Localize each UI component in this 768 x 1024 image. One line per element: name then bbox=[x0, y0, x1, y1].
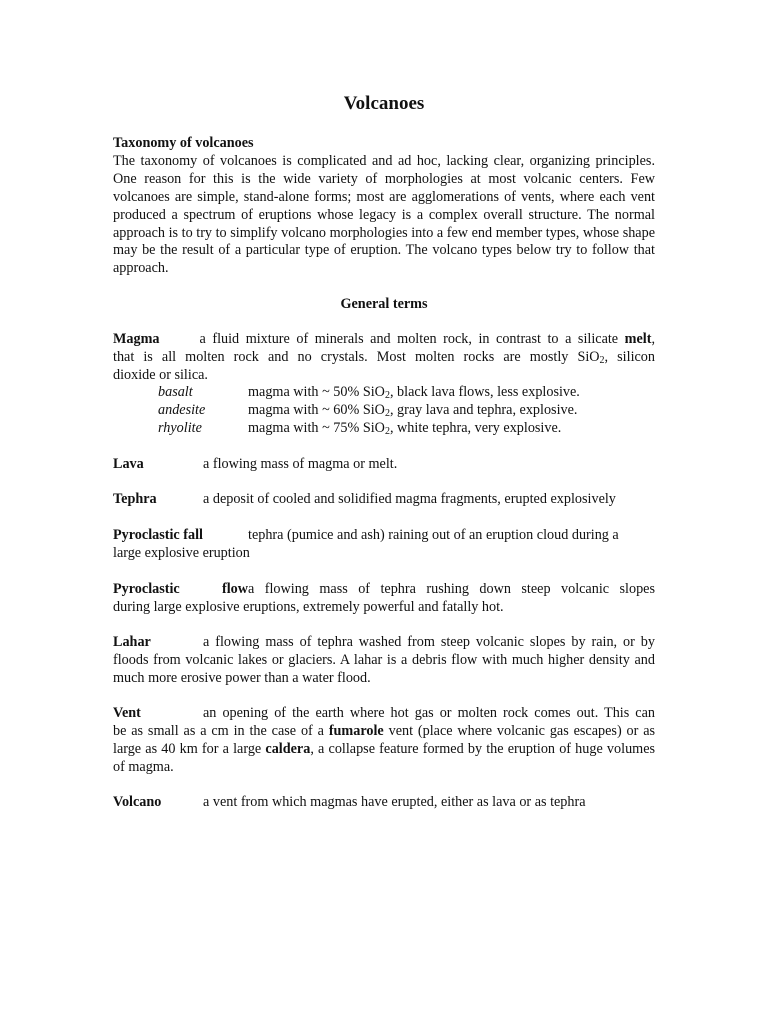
pyroclastic-flow-entry bbox=[113, 581, 655, 617]
tephra-term: Tephra bbox=[113, 491, 157, 507]
taxonomy-paragraph: The taxonomy of volcanoes is complicated and ad hoc, lacking clear, organizing principles. One reason for this is the wide variety of morphologies at most volcanic centers. Few volcanoes are simple, stand-alone forms; most are agglomerations of vents, where each vent produced a spectrum of eruptions whose legacy is a complex overall structure. The normal approach is to try to simplify volcano morphologies into a few end member types, whose shape may be the result of a particular type of eruption. The volcano types below try to follow that approach. bbox=[113, 152, 655, 277]
magma-def-2: that is all molten rock and no crystals. Most molten rocks are mostly SiO bbox=[113, 348, 600, 365]
pyroclastic-flow-def-1: a flowing mass of tephra rushing down steep volcanic slopes bbox=[248, 581, 655, 597]
tephra-entry bbox=[113, 491, 655, 509]
vent-line-1 bbox=[113, 705, 655, 723]
page-title: Volcanoes bbox=[343, 93, 425, 114]
vent-entry bbox=[113, 705, 655, 777]
vent-def-1: an opening of the earth where hot gas or molten rock comes out. This can bbox=[203, 705, 655, 721]
lava-term: Lava bbox=[113, 456, 144, 472]
vent-term: Vent bbox=[113, 705, 141, 721]
magma-def-3: , silicon bbox=[604, 348, 655, 365]
vent-def-rest: be as small as a cm in the case of a fumarole vent (place where volcanic gas escapes) or as large as 40 km for a large caldera, a collapse feature formed by the eruption of huge volumes of magma. bbox=[113, 722, 656, 775]
magma-sub: 2 bbox=[599, 354, 605, 366]
lahar-def-rest: floods from volcanic lakes or glaciers. A lahar is a debris flow with much higher density and much more erosive power than a water flood. bbox=[113, 651, 655, 686]
magma-term: Magma bbox=[113, 331, 160, 347]
lahar-def-1: a flowing mass of tephra washed from steep volcanic slopes by rain, or by bbox=[203, 634, 655, 650]
pyroclastic-flow-term: Pyroclastic flow bbox=[113, 581, 248, 597]
rock-description: magma with ~ 50% SiO$_2$, black lava flows, less explosive. bbox=[248, 384, 580, 401]
rock-row-basalt bbox=[158, 384, 658, 402]
rock-name: andesite bbox=[158, 402, 206, 418]
pyroclastic-fall-entry bbox=[113, 527, 655, 563]
magma-entry bbox=[113, 331, 655, 385]
pyroclastic-fall-term: Pyroclastic fall bbox=[113, 527, 203, 543]
lahar-term: Lahar bbox=[113, 634, 151, 650]
rock-row-andesite bbox=[158, 402, 658, 420]
rock-name: rhyolite bbox=[158, 420, 202, 436]
taxonomy-heading: Taxonomy of volcanoes bbox=[113, 135, 254, 151]
magma-line-3: dioxide or silica. bbox=[113, 366, 208, 383]
lava-entry bbox=[113, 456, 655, 474]
caldera-term: caldera bbox=[265, 740, 311, 757]
volcano-term: Volcano bbox=[113, 794, 162, 810]
lahar-line-1 bbox=[113, 634, 655, 652]
volcano-entry bbox=[113, 794, 655, 812]
rock-description: magma with ~ 60% SiO$_2$, gray lava and tephra, explosive. bbox=[248, 402, 578, 419]
tephra-def: a deposit of cooled and solidified magma fragments, erupted explosively bbox=[203, 491, 616, 507]
volcano-def: a vent from which magmas have erupted, either as lava or as tephra bbox=[203, 794, 586, 810]
pyroclastic-flow-line-1 bbox=[113, 581, 655, 599]
taxonomy-section bbox=[113, 135, 655, 278]
general-terms-heading: General terms bbox=[340, 296, 428, 312]
pyroclastic-flow-def-2: during large explosive eruptions, extremely powerful and fatally hot. bbox=[113, 598, 504, 615]
magma-line-1: Magma a fluid mixture of minerals and molten rock, in contrast to a silicate melt, bbox=[113, 331, 656, 347]
lahar-entry bbox=[113, 634, 655, 688]
rock-name: basalt bbox=[158, 384, 193, 400]
rock-description: magma with ~ 75% SiO$_2$, white tephra, very explosive. bbox=[248, 420, 562, 437]
melt-term: melt bbox=[624, 331, 652, 347]
fumarole-term: fumarole bbox=[328, 722, 384, 739]
pyroclastic-fall-line-1 bbox=[113, 527, 655, 545]
magma-def-1: a fluid mixture of minerals and molten rock, in contrast to a silicate bbox=[199, 331, 619, 347]
lava-def: a flowing mass of magma or melt. bbox=[203, 456, 398, 472]
magma-line-2 bbox=[113, 349, 655, 367]
pyroclastic-fall-def-2: large explosive eruption bbox=[113, 544, 250, 561]
pyroclastic-fall-def-1: tephra (pumice and ash) raining out of an eruption cloud during a bbox=[248, 527, 619, 543]
rock-row-rhyolite bbox=[158, 420, 658, 438]
